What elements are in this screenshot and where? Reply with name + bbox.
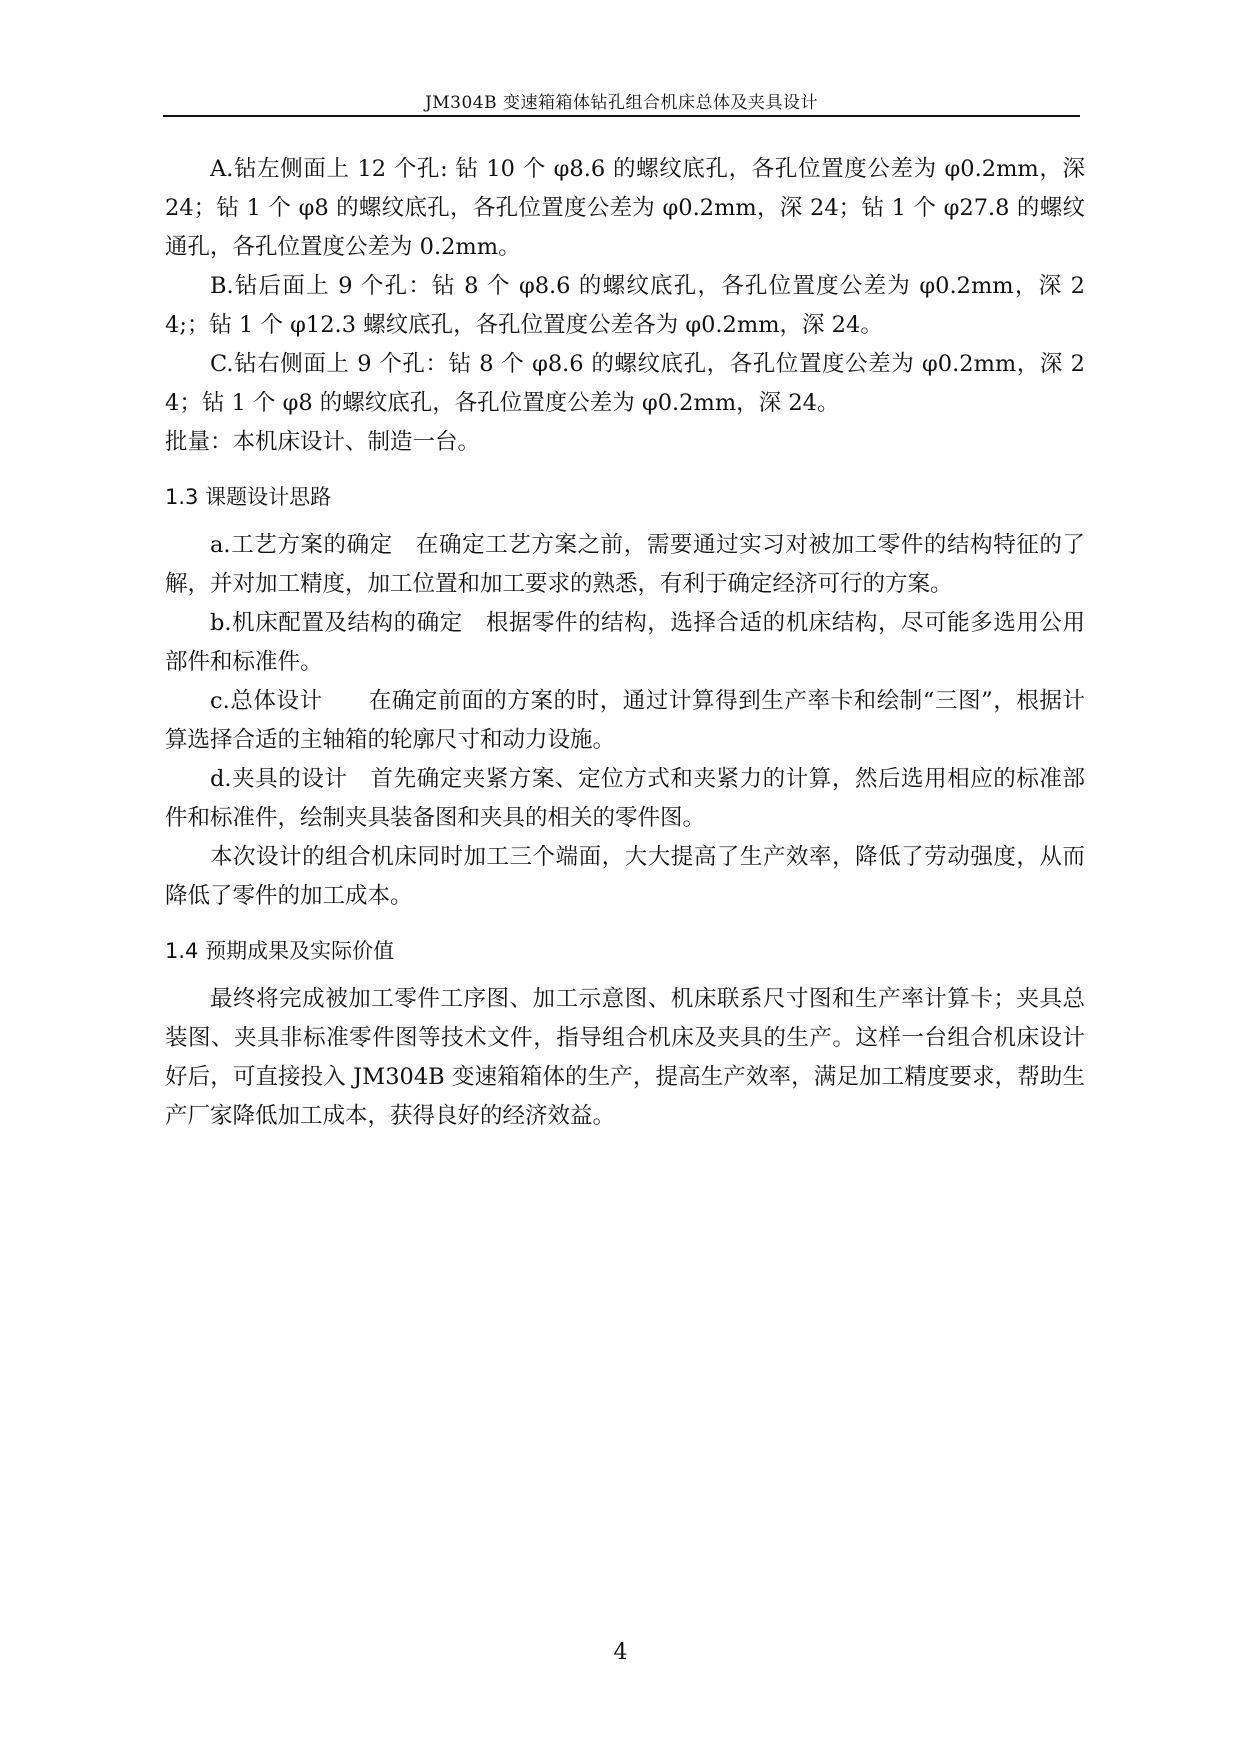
paragraph-summary: 本次设计的组合机床同时加工三个端面，大大提高了生产效率，降低了劳动强度，从而降低了零件的加工成本。 — [165, 844, 1085, 909]
paragraph-process-plan: a.工艺方案的确定 在确定工艺方案之前，需要通过实习对被加工零件的结构特征的了解，并对加工精度，加工位置和加工要求的熟悉，有利于确定经济可行的方案。 — [165, 532, 1085, 597]
paragraph-fixture-design: d.夹具的设计 首先确定夹紧方案、定位方式和夹紧力的计算，然后选用相应的标准部件和标准件，绘制夹具装备图和夹具的相关的零件图。 — [165, 766, 1085, 831]
page-body — [165, 150, 1085, 1136]
paragraph-overall-design: c.总体设计 在确定前面的方案的时，通过计算得到生产率卡和绘制“三图”，根据计算选择合适的主轴箱的轮廓尺寸和动力设施。 — [165, 688, 1085, 753]
paragraph-batch: 批量：本机床设计、制造一台。 — [165, 429, 481, 455]
paragraph-drill-left: A.钻左侧面上 12 个孔: 钻 10 个 φ8.6 的螺纹底孔，各孔位置度公差为 φ0.2mm，深 24；钻 1 个 φ8 的螺纹底孔，各孔位置度公差为 φ0.2mm，深 24；钻 1 个 φ27.8 的螺纹通孔，各孔位置度公差为 0.2mm。 — [165, 156, 1085, 260]
running-header: JM304B 变速箱箱体钻孔组合机床总体及夹具设计 — [424, 93, 819, 113]
paragraph-drill-right: C.钻右侧面上 9 个孔：钻 8 个 φ8.6 的螺纹底孔，各孔位置度公差为 φ0.2mm，深 24；钻 1 个 φ8 的螺纹底孔，各孔位置度公差为 φ0.2mm，深 24。 — [165, 351, 1085, 416]
paragraph-expected-results: 最终将完成被加工零件工序图、加工示意图、机床联系尺寸图和生产率计算卡；夹具总装图、夹具非标准零件图等技术文件，指导组合机床及夹具的生产。这样一台组合机床设计好后，可直接投入 JM304B 变速箱箱体的生产，提高生产效率，满足加工精度要求，帮助生产厂家降低加工成本，获得良好的经济效益。 — [165, 986, 1085, 1129]
section-heading-1-4: 1.4 预期成果及实际价值 — [165, 939, 395, 963]
page-number: 4 — [613, 1640, 628, 1665]
paragraph-drill-rear: B.钻后面上 9 个孔：钻 8 个 φ8.6 的螺纹底孔，各孔位置度公差为 φ0.2mm，深 24;；钻 1 个 φ12.3 螺纹底孔，各孔位置度公差各为 φ0.2mm，深 24。 — [165, 273, 1085, 338]
header-divider — [163, 115, 1080, 117]
section-heading-1-3: 1.3 课题设计思路 — [165, 485, 332, 509]
paragraph-machine-config: b.机床配置及结构的确定 根据零件的结构，选择合适的机床结构，尽可能多选用公用部件和标准件。 — [165, 610, 1085, 675]
